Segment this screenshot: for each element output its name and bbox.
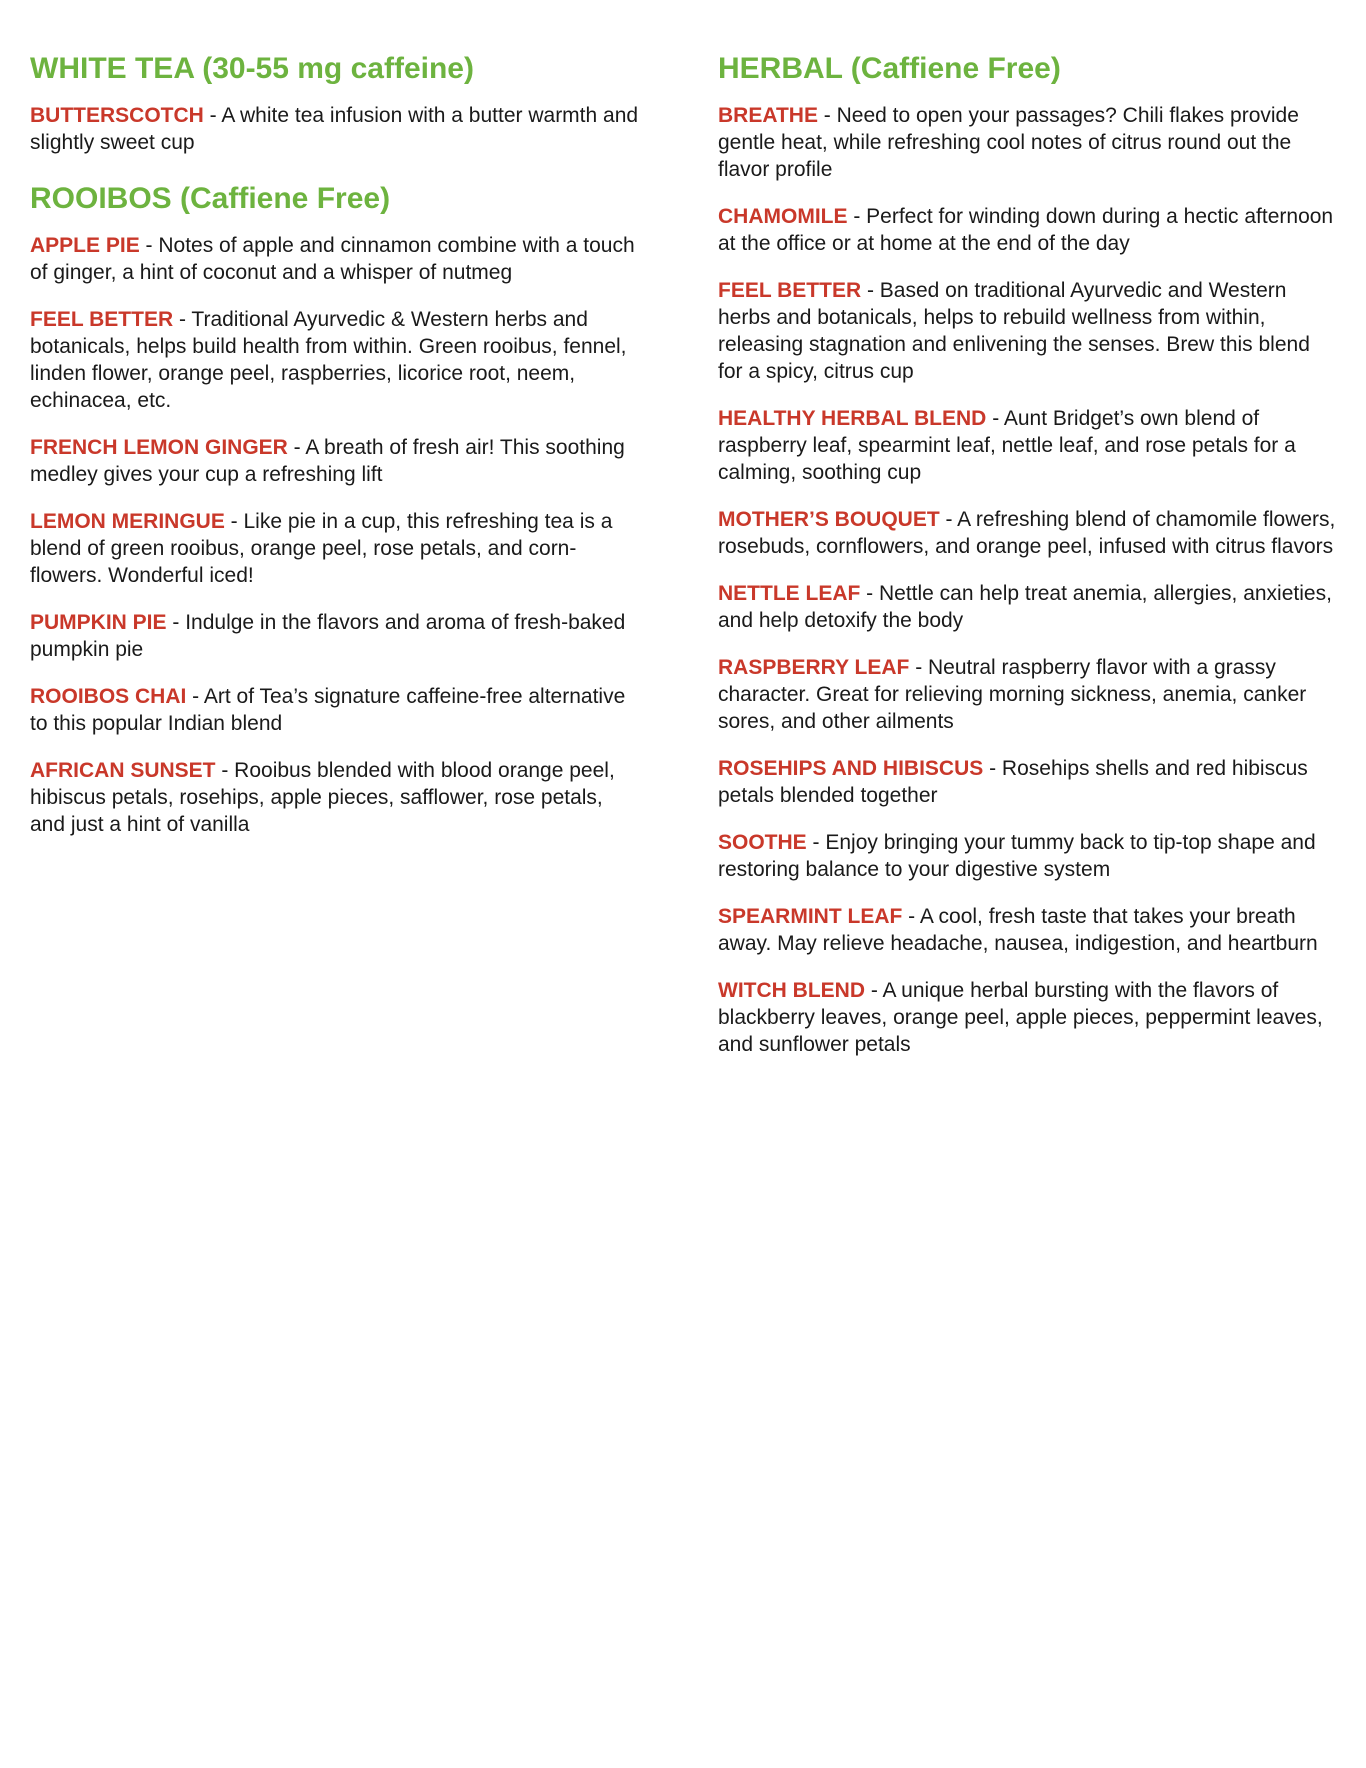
tea-description: - A white tea infusion with a butter warmth and slightly sweet cup — [30, 104, 639, 154]
tea-entry — [30, 508, 640, 589]
tea-description: - Neutral raspberry flavor with a grassy character. Great for relieving morning sickness, anemia, canker sores, and other ailments — [718, 656, 1307, 733]
tea-description: - Enjoy bringing your tummy back to tip-top shape and restoring balance to your digestive system — [718, 831, 1316, 881]
tea-name: ROOIBOS CHAI — [30, 685, 187, 708]
tea-description: - A cool, fresh taste that takes your breath away. May relieve headache, nausea, indigestion, and heartburn — [718, 905, 1318, 955]
tea-name: NETTLE LEAF — [718, 582, 861, 605]
tea-description: - Aunt Bridget’s own blend of raspberry leaf, spearmint leaf, nettle leaf, and rose petals for a calming, soothing cup — [718, 407, 1296, 484]
tea-name: SPEARMINT LEAF — [718, 905, 903, 928]
tea-entry — [718, 277, 1340, 385]
left-column — [30, 50, 640, 858]
rooibos-heading: ROOIBOS (Caffiene Free) — [30, 182, 391, 215]
tea-description: - Notes of apple and cinnamon combine with a touch of ginger, a hint of coconut and a whisper of nutmeg — [30, 234, 635, 284]
tea-entry — [718, 829, 1340, 883]
tea-description: - Like pie in a cup, this refreshing tea is a blend of green rooibus, orange peel, rose petals, and corn-flowers. Wonderful iced! — [30, 510, 613, 587]
right-column — [718, 50, 1340, 1078]
rooibos-list — [30, 232, 640, 838]
herbal-list — [718, 102, 1340, 1058]
tea-name: LEMON MERINGUE — [30, 510, 225, 533]
tea-name: MOTHER’S BOUQUET — [718, 508, 940, 531]
tea-entry — [30, 306, 640, 414]
tea-name: PUMPKIN PIE — [30, 611, 167, 634]
tea-name: SOOTHE — [718, 831, 807, 854]
tea-name: FEEL BETTER — [30, 308, 174, 331]
tea-name: FEEL BETTER — [718, 279, 862, 302]
tea-description: - Nettle can help treat anemia, allergies, anxieties, and help detoxify the body — [718, 582, 1332, 632]
tea-entry — [718, 654, 1340, 735]
tea-description: - A refreshing blend of chamomile flowers, rosebuds, cornflowers, and orange peel, infused with citrus flavors — [718, 508, 1336, 558]
tea-entry — [30, 609, 640, 663]
tea-entry — [718, 506, 1340, 560]
tea-description: - Traditional Ayurvedic & Western herbs and botanicals, helps build health from within. Green rooibus, fennel, linden flower, orange peel, raspberries, licorice root, neem, echinacea, etc. — [30, 308, 627, 412]
tea-description: - Indulge in the flavors and aroma of fresh-baked pumpkin pie — [30, 611, 626, 661]
tea-name: WITCH BLEND — [718, 979, 865, 1002]
tea-description: - Perfect for winding down during a hectic afternoon at the office or at home at the end of the day — [718, 205, 1334, 255]
tea-entry — [718, 102, 1340, 183]
tea-description: - Rooibus blended with blood orange peel, hibiscus petals, rosehips, apple pieces, safflower, rose petals, and just a hint of vanilla — [30, 759, 615, 836]
tea-name: FRENCH LEMON GINGER — [30, 436, 288, 459]
tea-description: - A unique herbal bursting with the flavors of blackberry leaves, orange peel, apple pieces, peppermint leaves, and sunflower petals — [718, 979, 1323, 1056]
tea-description: - Based on traditional Ayurvedic and Western herbs and botanicals, helps to rebuild wellness from within, releasing stagnation and enlivening the senses. Brew this blend for a spicy, citrus cup — [718, 279, 1310, 383]
tea-name: HEALTHY HERBAL BLEND — [718, 407, 987, 430]
tea-name: BUTTERSCOTCH — [30, 104, 204, 127]
rooibos-section — [30, 180, 640, 838]
tea-name: ROSEHIPS AND HIBISCUS — [718, 757, 984, 780]
tea-entry — [30, 232, 640, 286]
tea-entry — [30, 434, 640, 488]
tea-entry — [718, 405, 1340, 486]
tea-entry — [718, 977, 1340, 1058]
tea-entry — [718, 580, 1340, 634]
tea-description: - Need to open your passages? Chili flakes provide gentle heat, while refreshing cool notes of citrus round out the flavor profile — [718, 104, 1299, 181]
herbal-heading: HERBAL (Caffiene Free) — [718, 52, 1061, 85]
tea-entry — [718, 203, 1340, 257]
tea-entry — [718, 903, 1340, 957]
tea-name: AFRICAN SUNSET — [30, 759, 216, 782]
tea-entry — [718, 755, 1340, 809]
white-tea-section — [30, 50, 640, 156]
tea-description: - A breath of fresh air! This soothing medley gives your cup a refreshing lift — [30, 436, 625, 486]
white-tea-list — [30, 102, 640, 156]
tea-name: RASPBERRY LEAF — [718, 656, 910, 679]
herbal-section — [718, 50, 1340, 1058]
tea-name: BREATHE — [718, 104, 818, 127]
tea-name: APPLE PIE — [30, 234, 140, 257]
tea-entry — [30, 683, 640, 737]
tea-description: - Art of Tea’s signature caffeine-free alternative to this popular Indian blend — [30, 685, 626, 735]
white-tea-heading: WHITE TEA (30-55 mg caffeine) — [30, 52, 474, 85]
tea-description: - Rosehips shells and red hibiscus petals blended together — [718, 757, 1308, 807]
tea-entry — [30, 102, 640, 156]
tea-name: CHAMOMILE — [718, 205, 848, 228]
tea-entry — [30, 757, 640, 838]
